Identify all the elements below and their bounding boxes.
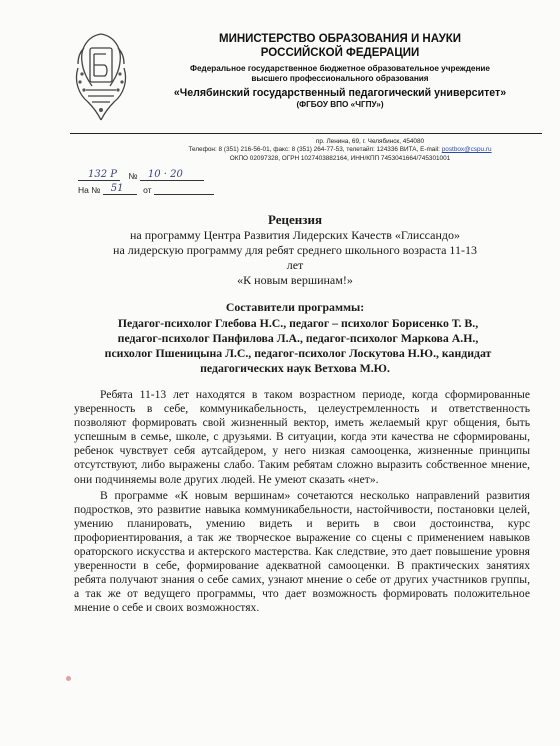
in-reply-number-handwritten: 51 [110, 183, 124, 194]
authors-heading: Составители программы: [225, 300, 365, 314]
in-reply-label: На № [78, 185, 101, 195]
ministry-line-1: МИНИСТЕРСТВО ОБРАЗОВАНИЯ И НАУКИ [218, 33, 462, 45]
university-name: «Челябинский государственный педагогический университет» [173, 87, 507, 99]
authors-line-1: Педагог-психолог Глебова Н.С., педагог – психолог Борисенко Т. В., [117, 316, 479, 330]
email-link[interactable]: postbox@cspu.ru [441, 146, 492, 154]
review-body [74, 388, 530, 616]
review-title: Рецензия [267, 212, 323, 227]
outgoing-date-field [140, 170, 204, 181]
authors-line-2: педагог-психолог Панфилова Л.А., педагог-психолог Маркова А.Н., [117, 331, 479, 345]
review-line-3: лет [286, 258, 304, 272]
outgoing-date-handwritten: 10 · 20 [147, 169, 183, 180]
postal-address: пр. Ленина, 69, г. Челябинск, 454080 [315, 138, 425, 145]
outgoing-number-line [78, 170, 204, 181]
program-name: «К новым вершинам!» [237, 273, 353, 287]
in-reply-line [78, 184, 214, 195]
registration-codes: ОКПО 02097328, ОГРН 1027403882164, ИНН/КПП 7453041664/745301001 [229, 154, 451, 162]
ink-mark [66, 676, 71, 681]
outgoing-number-field [78, 170, 120, 181]
letterhead [140, 32, 540, 110]
authors-line-4: педагогических наук Ветхова М.Ю. [200, 361, 390, 375]
in-reply-date-field [154, 184, 214, 195]
number-sign-label: № [128, 171, 138, 181]
phone-fax-text: Телефон: 8 (351) 216-56-01, факс: 8 (351) 264-77-53, телетайп: 124336 ВИТА, E-mail: [188, 146, 442, 154]
ministry-line-2: РОССИЙСКОЙ ФЕДЕРАЦИИ [260, 47, 420, 59]
from-label: от [143, 185, 152, 195]
authors-line-3: психолог Пшеницына Л.С., педагог-психолог Лоскутова Н.Ю., кандидат [104, 346, 492, 360]
institution-type-line-1: Федеральное государственное бюджетное образовательное учреждение [189, 64, 490, 73]
university-abbreviation: (ФГБОУ ВПО «ЧГПУ») [296, 100, 384, 109]
body-paragraph-1: Ребята 11-13 лет находятся в таком возрастном периоде, когда сформированные уверенность в себе, коммуникабельность, целеустремленность и ответственность позволяют формировать свой жизненный вектор, иметь желаемый круг общения, быть успешным в семье, школе, с друзьями. В ситуации, когда эти качества не сформированы, ребенок чувствует себя аутсайдером, у него низкая самооценка, жизненные принципы отсутствуют, либо выражены слабо. Таким ребятам сложно выразить собственное мнение, они подчиняемы воле других людей. Не умеют сказать «нет». [74, 388, 530, 486]
institution-type-line-2: высшего профессионального образования [251, 74, 429, 83]
letterhead-divider [70, 133, 542, 134]
contact-block [150, 138, 530, 163]
review-line-2: на лидерскую программу для ребят среднего школьного возраста 11-13 [113, 243, 477, 257]
in-reply-number-field [103, 184, 137, 195]
review-line-1: на программу Центра Развития Лидерских Качеств «Глиссандо» [129, 228, 460, 242]
university-emblem-logo [70, 28, 132, 126]
outgoing-number-handwritten: 132 Р [88, 169, 117, 180]
body-paragraph-2: В программе «К новым вершинам» сочетаются несколько направлений развития подростков, это развитие навыка коммуникабельности, настойчивости, постановки целей, умению планировать, умению видеть и верить в свои достоинства, курс профориентирования, а так же творческое выражение со сцены с применением навыков ораторского искусства и актерского мастерства. Как следствие, это дает повышение уровня уверенности в себе, формирование адекватной самооценки. В практических занятиях ребята получают знания о себе самих, узнают мнение о себе от других участников группы, а так же от ведущего программы, что дает возможность формировать положительное мнение о себе и своих возможностях. [74, 488, 530, 615]
contact-line [150, 146, 530, 154]
